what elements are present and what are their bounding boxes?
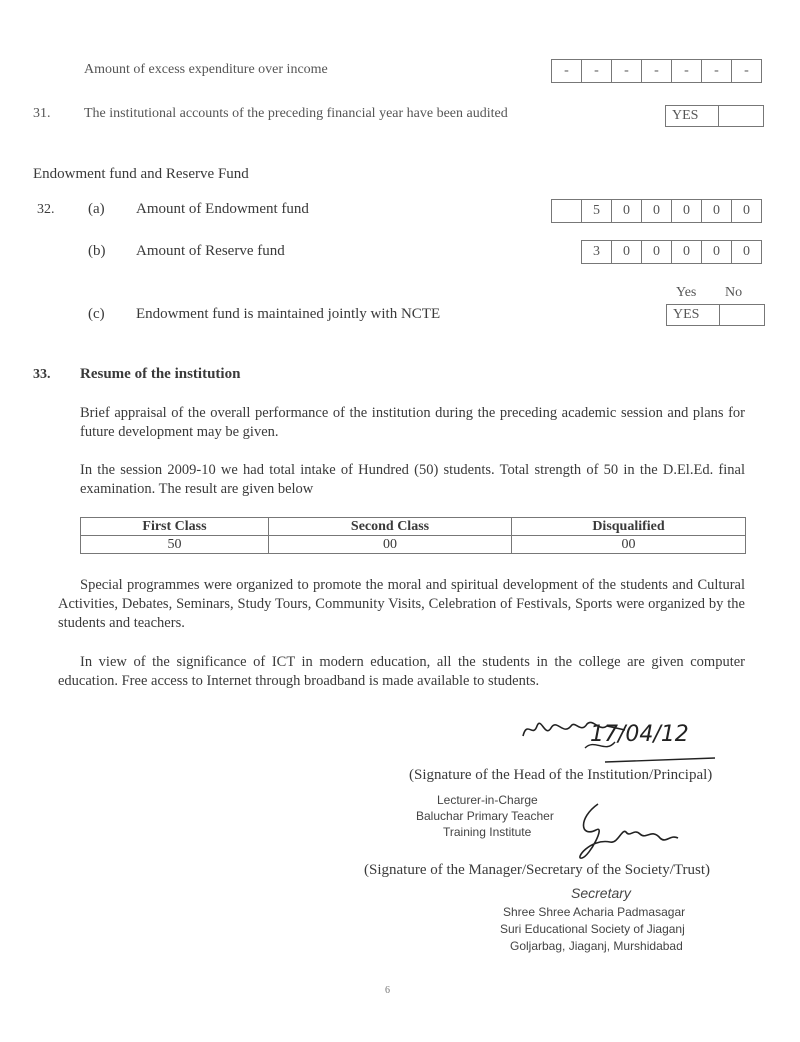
digit-box: 0 (701, 241, 731, 263)
q32b-label: Amount of Reserve fund (136, 243, 285, 259)
digit-box: 0 (731, 241, 761, 263)
q33-session: In the session 2009-10 we had total intake of Hundred (50) students. Total strength of 50 in the D.El.Ed. final examination. The result are given below (80, 462, 745, 497)
no-cell (719, 305, 764, 325)
excess-expenditure-boxes (551, 59, 762, 83)
header-disqualified: Disqualified (512, 518, 746, 536)
header-first-class: First Class (81, 518, 269, 536)
digit-box: 5 (581, 200, 611, 222)
society-stamp-line-3: Goljarbag, Jiaganj, Murshidabad (510, 939, 683, 953)
cell-first-class: 50 (81, 536, 269, 554)
q31-text: The institutional accounts of the preceding financial year have been audited (84, 106, 508, 121)
digit-box: 0 (731, 200, 761, 222)
page-number: 6 (385, 985, 390, 996)
digit-box: - (701, 60, 731, 82)
result-table (80, 517, 746, 554)
header-second-class: Second Class (269, 518, 512, 536)
digit-box (552, 200, 581, 222)
yes-cell: YES (673, 307, 700, 322)
no-header: No (725, 285, 743, 300)
cell-disqualified: 00 (512, 536, 746, 554)
q33-intro: Brief appraisal of the overall performance of the institution during the preceding academic session and plans for future development may be given. (80, 405, 745, 440)
digit-box: - (731, 60, 761, 82)
digit-box: 0 (671, 241, 701, 263)
table-row (81, 536, 746, 554)
lecturer-stamp-line-2: Baluchar Primary Teacher (416, 809, 554, 823)
yes-header: Yes (676, 285, 697, 300)
reserve-amount-boxes (581, 240, 762, 264)
lecturer-stamp-line-3: Training Institute (443, 825, 532, 839)
head-signature-date: 17/04/12 (590, 722, 689, 747)
q33-programmes: Special programmes were organized to promote the moral and spiritual development of the students and Cultural Activities, Debates, Seminars, Study Tours, Community Visits, Celebration of Festivals, Sports were organized by the students and teachers. (58, 577, 745, 631)
digit-box: 0 (701, 200, 731, 222)
digit-box: 3 (593, 244, 600, 259)
manager-signature (570, 798, 690, 868)
society-stamp-line-2: Suri Educational Society of Jiaganj (500, 922, 685, 936)
q33-number: 33. (33, 367, 51, 382)
excess-expenditure-label: Amount of excess expenditure over income (84, 62, 328, 77)
digit-box: 0 (671, 200, 701, 222)
digit-box: - (564, 63, 569, 78)
q31-answer-box (665, 105, 764, 127)
secretary-title: Secretary (571, 885, 631, 901)
q32c-answer-box (666, 304, 765, 326)
q32a-letter: (a) (88, 201, 105, 217)
q32a-label: Amount of Endowment fund (136, 201, 309, 217)
q32-number: 32. (37, 202, 55, 217)
digit-box: 0 (641, 200, 671, 222)
endowment-heading: Endowment fund and Reserve Fund (33, 166, 249, 182)
digit-box: - (581, 60, 611, 82)
digit-box: - (641, 60, 671, 82)
society-stamp-line-1: Shree Shree Acharia Padmasagar (503, 905, 686, 919)
q32b-letter: (b) (88, 243, 106, 259)
digit-box: 0 (611, 200, 641, 222)
digit-box: 0 (641, 241, 671, 263)
lecturer-stamp-line-1: Lecturer-in-Charge (437, 793, 538, 807)
q33-ict: In view of the significance of ICT in modern education, all the students in the college are given computer education. Free access to Internet through broadband is made available to students. (58, 654, 745, 689)
cell-second-class: 00 (269, 536, 512, 554)
head-signature-caption: (Signature of the Head of the Institution/Principal) (409, 767, 713, 783)
digit-box: - (671, 60, 701, 82)
manager-signature-caption: (Signature of the Manager/Secretary of the Society/Trust) (364, 862, 711, 878)
no-cell (718, 106, 763, 126)
q32c-label: Endowment fund is maintained jointly with NCTE (136, 306, 441, 322)
digit-box: 0 (611, 241, 641, 263)
q31-number: 31. (33, 106, 51, 121)
yes-cell: YES (672, 108, 699, 123)
endowment-amount-boxes (551, 199, 762, 223)
q33-heading: Resume of the institution (80, 366, 241, 382)
digit-box: - (611, 60, 641, 82)
q32c-letter: (c) (88, 306, 105, 322)
table-header-row (81, 518, 746, 536)
